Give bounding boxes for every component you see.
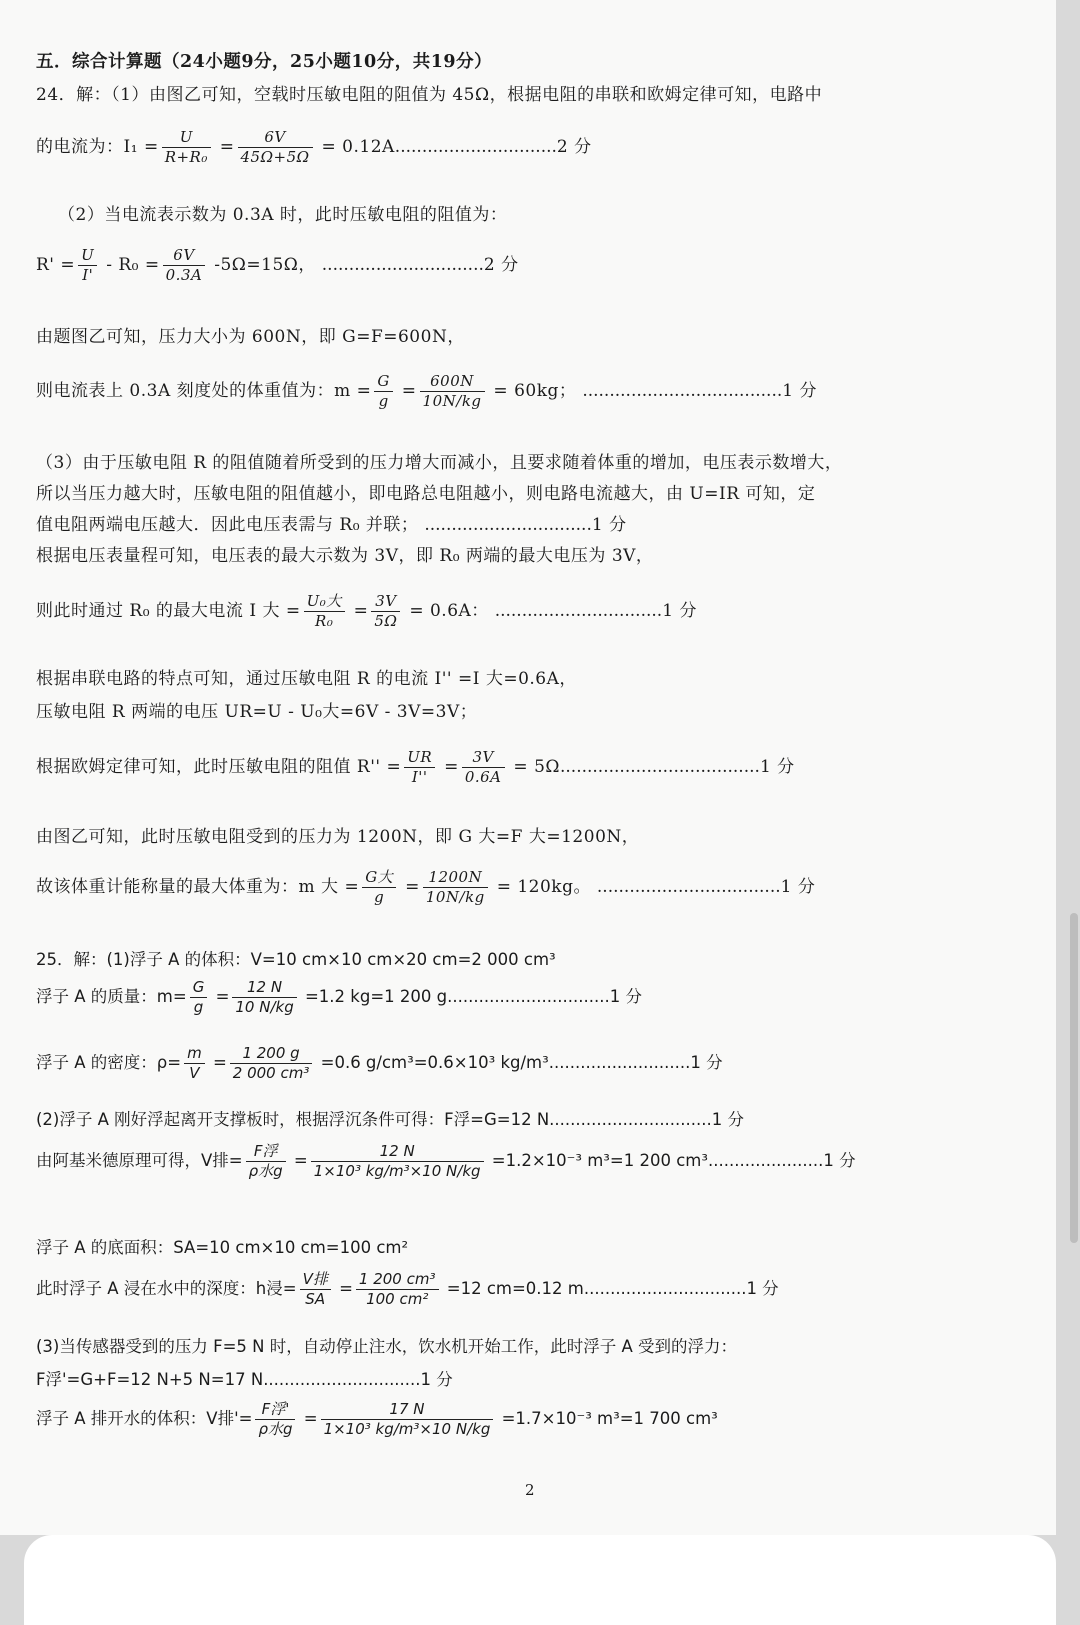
score: 1 分 xyxy=(662,600,697,621)
q25-depth-equation: 此时浮子 A 浸在水中的深度：h浸= $\frac{\text{V排}}{SA}$ = $\frac{\text{1 200 cm³}}{\text{100 cm²}}$ =12 cm=0.12 m...............................1 分 xyxy=(36,1270,779,1308)
q25-density-equation: 浮子 A 的密度：ρ= $\frac{m}{V}$ = $\frac{1 200 g}{\text{2 000 cm³}}$ =0.6 g/cm³=0.6×10³ kg/m³...........................1 分 xyxy=(36,1044,723,1082)
q25-volume-line: 25．解：(1)浮子 A 的体积：V=10 cm×10 cm×20 cm=2 000 cm³ xyxy=(36,950,556,969)
score: 1 分 xyxy=(711,1110,745,1129)
q25-part2-line: (2)浮子 A 刚好浮起离开支撑板时，根据浮沉条件可得：F浮=G=12 N...............................1 分 xyxy=(36,1110,745,1129)
q24-part3-line3: 值电阻两端电压越大．因此电压表需与 R₀ 并联； ...............................1 分 xyxy=(36,515,627,535)
q25-mass-equation: 浮子 A 的质量：m= $\frac{G}{g}$ = $\frac{12 N}{10 N/kg}$ =1.2 kg=1 200 g...............................1 分 xyxy=(36,978,642,1016)
score: 1 分 xyxy=(759,756,795,777)
score: 1 分 xyxy=(609,986,642,1006)
q24-current-equation: 的电流为：I₁ = $\frac{U}{\text{R+R₀}}$ = $\frac{6V}{45\Omega+5\Omega}$ = 0.12A..............................2 分 xyxy=(36,128,592,166)
score: 1 分 xyxy=(782,380,817,401)
q24-resistance2-equation: 根据欧姆定律可知，此时压敏电阻的阻值 R'' = $\frac{UR}{I''}$ = $\frac{3V}{0.6A}$ = 5Ω.....................................1 分 xyxy=(36,748,795,786)
page-number: 2 xyxy=(525,1481,535,1499)
section-title: 五．综合计算题（24小题9分，25小题10分，共19分） xyxy=(36,52,493,72)
score: 1 分 xyxy=(823,1150,856,1170)
q24-part2-intro: （2）当电流表示数为 0.3A 时，此时压敏电阻的阻值为： xyxy=(58,205,508,225)
q25-buoyancy-line: F浮'=G+F=12 N+5 N=17 N..............................1 分 xyxy=(36,1370,453,1389)
scrollbar-thumb[interactable] xyxy=(1070,913,1078,1243)
q25-base-area-line: 浮子 A 的底面积：SA=10 cm×10 cm=100 cm² xyxy=(36,1238,409,1257)
q24-part3-line1: （3）由于压敏电阻 R 的阻值随着所受到的压力增大而减小，且要求随着体重的增加，电压表示数增大， xyxy=(36,453,843,473)
q24-max-current-equation: 则此时通过 R₀ 的最大电流 I 大 = $\frac{\text{U₀大}}{\text{R₀}}$ = $\frac{3V}{5\Omega}$ = 0.6A： ...............................1 分 xyxy=(36,592,697,630)
bottom-panel xyxy=(24,1535,1056,1625)
q24-line: 由题图乙可知，压力大小为 600N，即 G=F=600N， xyxy=(36,327,465,347)
q24-line: 压敏电阻 R 两端的电压 UR=U - U₀大=6V - 3V=3V； xyxy=(36,702,478,722)
q25-final-volume-equation: 浮子 A 排开水的体积：V排'= $\frac{\text{F浮'}}{\text{ρ水g}}$ = $\frac{17 N}{\text{1×10³ kg/m³×10 N/kg}}$ =1.7×10⁻³ m³=1 700 cm³ xyxy=(36,1400,718,1438)
score: 2 分 xyxy=(483,254,519,275)
q24-mass-equation: 则电流表上 0.3A 刻度处的体重值为：m = $\frac{G}{g}$ = $\frac{600N}{10N/kg}$ = 60kg； .....................................1 分 xyxy=(36,372,817,410)
q25-displaced-volume-equation: 由阿基米德原理可得，V排= $\frac{\text{F浮}}{\text{ρ水g}}$ = $\frac{12 N}{\text{1×10³ kg/m³×10 N/kg}}$ =1.2×10⁻³ m³=1 200 cm³......................1 分 xyxy=(36,1142,856,1180)
q24-resistance-equation: R' = $\frac{U}{I'}$ - R₀ = $\frac{6V}{0.3A}$ -5Ω=15Ω， ..............................2 分 xyxy=(36,246,519,284)
q24-line: 根据电压表量程可知，电压表的最大示数为 3V，即 R₀ 两端的最大电压为 3V， xyxy=(36,546,654,566)
score: 1 分 xyxy=(780,876,816,897)
score: 1 分 xyxy=(591,515,627,535)
score: 2 分 xyxy=(556,136,592,157)
score: 1 分 xyxy=(746,1278,779,1298)
q25-part3-line: (3)当传感器受到的压力 F=5 N 时，自动停止注水，饮水机开始工作，此时浮子 A 受到的浮力： xyxy=(36,1337,738,1356)
q24-max-mass-equation: 故该体重计能称量的最大体重为：m 大 = $\frac{\text{G大}}{g}$ = $\frac{1200N}{10N/kg}$ = 120kg。 ..................................1 分 xyxy=(36,868,816,906)
q24-part3-line2: 所以当压力越大时，压敏电阻的阻值越小，即电路总电阻越小，则电路电流越大，由 U=IR 可知，定 xyxy=(36,484,816,504)
score: 1 分 xyxy=(690,1052,723,1072)
q24-line: 根据串联电路的特点可知，通过压敏电阻 R 的电流 I'' =I 大=0.6A， xyxy=(36,669,577,689)
q24-line: 由图乙可知，此时压敏电阻受到的压力为 1200N，即 G 大=F 大=1200N， xyxy=(36,827,640,847)
q24-intro: 24．解：（1）由图乙可知，空载时压敏电阻的阻值为 45Ω，根据电阻的串联和欧姆定律可知，电路中 xyxy=(36,85,823,105)
score: 1 分 xyxy=(420,1370,453,1389)
